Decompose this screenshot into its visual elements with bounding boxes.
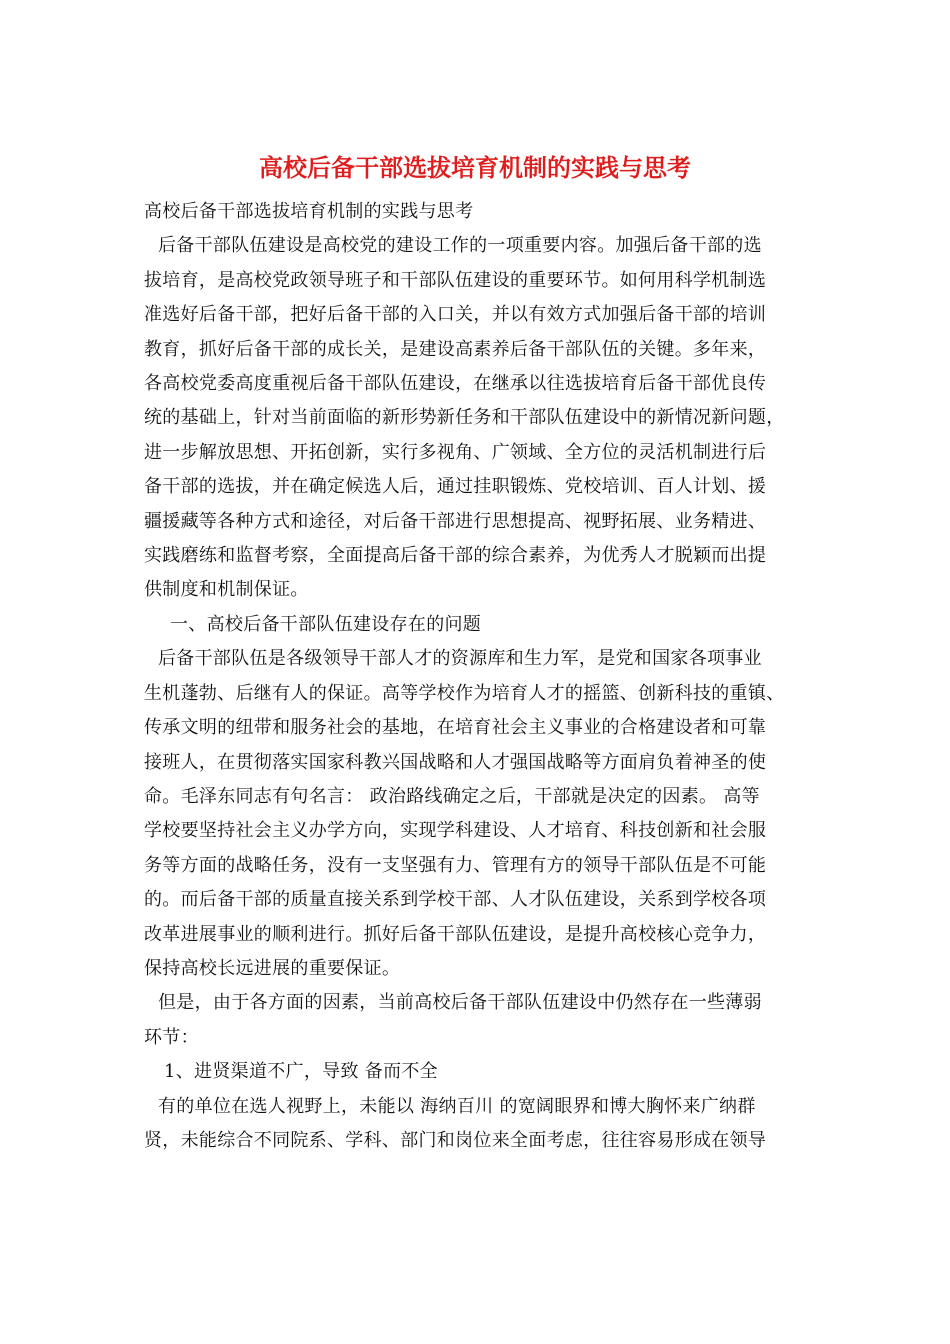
paragraph-line: 的。而后备干部的质量直接关系到学校干部、人才队伍建设，关系到学校各项	[144, 889, 767, 911]
paragraph-line: 统的基础上，针对当前面临的新形势新任务和干部队伍建设中的新情况新问题，	[144, 407, 785, 429]
paragraph-line: 保持高校长远进展的重要保证。	[144, 957, 401, 979]
paragraph-line: 供制度和机制保证。	[144, 579, 309, 601]
paragraph-line: 1、进贤渠道不广，导致 备而不全	[164, 1061, 438, 1083]
document-title: 高校后备干部选拔培育机制的实践与思考	[259, 153, 691, 182]
paragraph-line: 环节：	[144, 1026, 199, 1048]
paragraph-line: 后备干部队伍是各级领导干部人才的资源库和生力军，是党和国家各项事业	[158, 648, 762, 670]
paragraph-line: 贤，未能综合不同院系、学科、部门和岗位来全面考虑，往往容易形成在领导	[144, 1129, 767, 1151]
paragraph-line: 传承文明的纽带和服务社会的基地，在培育社会主义事业的合格建设者和可靠	[144, 717, 767, 739]
paragraph-line: 后备干部队伍建设是高校党的建设工作的一项重要内容。加强后备干部的选	[158, 235, 762, 257]
paragraph-line: 拔培育，是高校党政领导班子和干部队伍建设的重要环节。如何用科学机制选	[144, 269, 767, 291]
paragraph-line: 改革进展事业的顺利进行。抓好后备干部队伍建设，是提升高校核心竞争力，	[144, 923, 767, 945]
paragraph-line: 各高校党委高度重视后备干部队伍建设，在继承以往选拔培育后备干部优良传	[144, 373, 767, 395]
paragraph-line: 命。毛泽东同志有句名言： 政治路线确定之后，干部就是决定的因素。 高等	[144, 785, 760, 807]
paragraph-line: 备干部的选拔，并在确定候选人后，通过挂职锻炼、党校培训、百人计划、援	[144, 476, 767, 498]
paragraph-line: 进一步解放思想、开拓创新，实行多视角、广领域、全方位的灵活机制进行后	[144, 441, 767, 463]
paragraph-line: 疆援藏等各种方式和途径，对后备干部进行思想提高、视野拓展、业务精进、	[144, 510, 767, 532]
paragraph-line: 准选好后备干部，把好后备干部的入口关，并以有效方式加强后备干部的培训	[144, 304, 767, 326]
paragraph-line: 生机蓬勃、后继有人的保证。高等学校作为培育人才的摇篮、创新科技的重镇、	[144, 682, 785, 704]
paragraph-line: 教育，抓好后备干部的成长关，是建设高素养后备干部队伍的关键。多年来，	[144, 338, 767, 360]
document-body	[144, 195, 808, 1158]
paragraph-line: 有的单位在选人视野上，未能以 海纳百川 的宽阔眼界和博大胸怀来广纳群	[158, 1095, 756, 1117]
paragraph-line: 接班人，在贯彻落实国家科教兴国战略和人才强国战略等方面肩负着神圣的使	[144, 751, 767, 773]
paragraph-line: 实践磨练和监督考察，全面提高后备干部的综合素养，为优秀人才脱颖而出提	[144, 545, 767, 567]
paragraph-line: 学校要坚持社会主义办学方向，实现学科建设、人才培育、科技创新和社会服	[144, 820, 767, 842]
paragraph-line: 一、高校后备干部队伍建设存在的问题	[170, 613, 482, 635]
paragraph-line: 务等方面的战略任务，没有一支坚强有力、管理有方的领导干部队伍是不可能	[144, 854, 767, 876]
document-subtitle: 高校后备干部选拔培育机制的实践与思考	[144, 201, 474, 222]
paragraph-line: 但是，由于各方面的因素，当前高校后备干部队伍建设中仍然存在一些薄弱	[158, 992, 762, 1014]
